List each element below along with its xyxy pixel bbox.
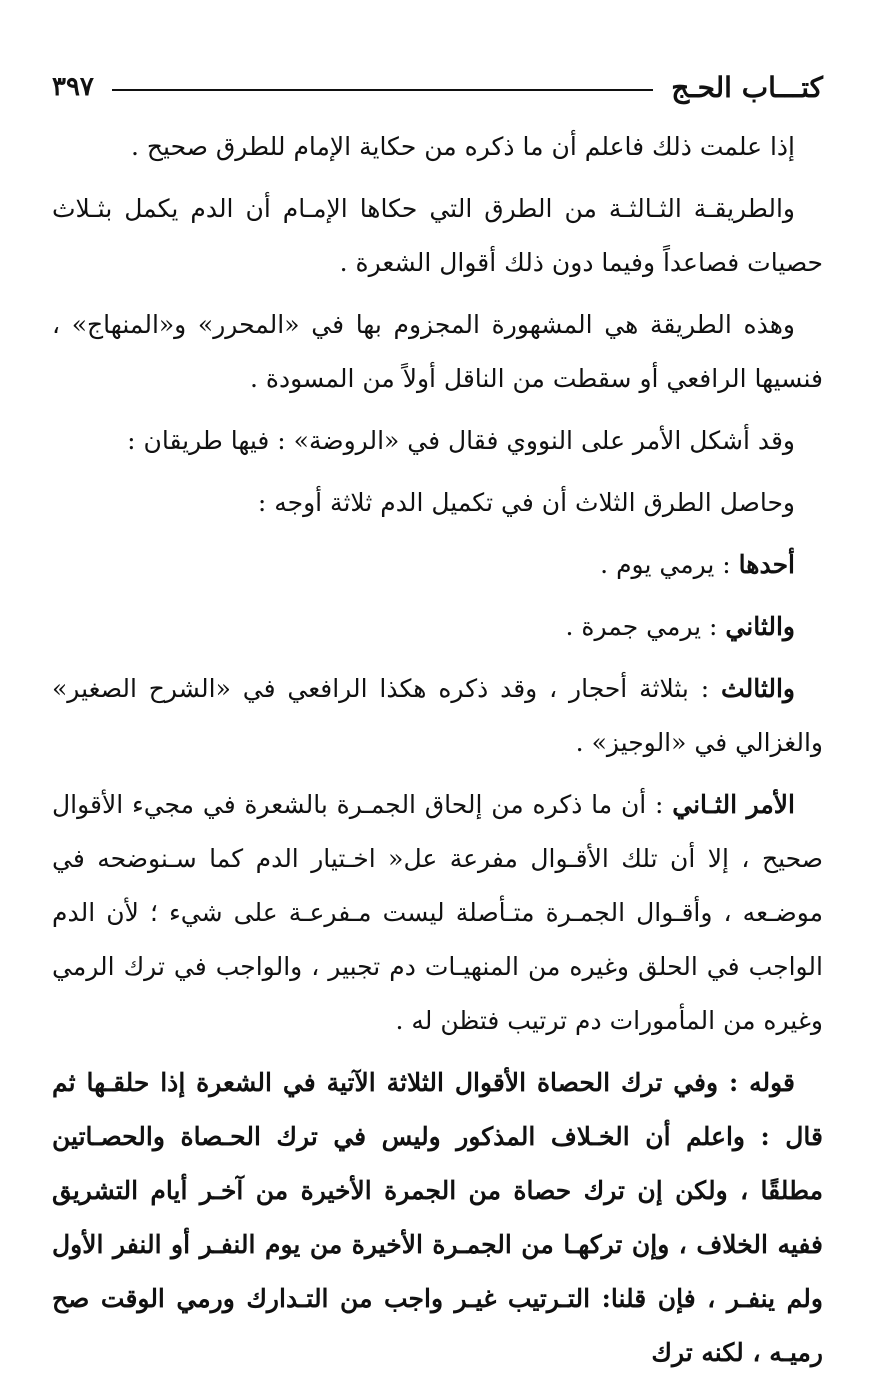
book-title: كتـــاب الحـج bbox=[671, 70, 823, 104]
page-header bbox=[52, 58, 823, 116]
page-number: ٣٩٧ bbox=[52, 72, 94, 102]
paragraph bbox=[52, 662, 823, 770]
header-rule bbox=[112, 89, 653, 91]
paragraph bbox=[52, 778, 823, 1048]
paragraph-text: إذا علمت ذلك فاعلم أن ما ذكره من حكاية الإمام للطرق صحيح . bbox=[131, 132, 795, 161]
paragraph-text: : أن ما ذكره من إلحاق الجمـرة بالشعرة في مجيء الأقوال صحيح ، إلا أن تلك الأقـوال مفرعة عل« اخـتيار الدم كما سـنوضحه في موضـعه ، وأقـوال الجمـرة متـأصلة ليست مـفرعـة على شيء ؛ لأن الدم الواجب في الحلق وغيره من المنهيـات دم تجبير ، والواجب في ترك الرمي وغيره من المأمورات دم ترتيب فتظن له . bbox=[52, 790, 823, 1035]
paragraph-lead: والثاني bbox=[725, 612, 795, 641]
paragraph bbox=[52, 600, 823, 654]
paragraph bbox=[52, 120, 823, 174]
paragraph-text: : يرمي يوم . bbox=[600, 550, 739, 579]
paragraph bbox=[52, 414, 823, 468]
paragraph bbox=[52, 476, 823, 530]
paragraph-text: : بثلاثة أحجار ، وقد ذكره هكذا الرافعي في «الشرح الصغير» والغزالي في «الوجيز» . bbox=[52, 674, 823, 757]
paragraph-text: وقد أشكل الأمر على النووي فقال في «الروضة» : فيها طريقان : bbox=[127, 426, 795, 455]
paragraph-lead: والثالث bbox=[721, 674, 795, 703]
paragraph-text: : يرمي جمرة . bbox=[565, 612, 726, 641]
paragraph bbox=[52, 182, 823, 290]
paragraph bbox=[52, 538, 823, 592]
quoted-passage: قوله : وفي ترك الحصاة الأقوال الثلاثة الآتية في الشعرة إذا حلقـها ثم قال : واعلم أن الخـلاف المذكور وليس في ترك الحـصاة والحصـاتين مطلقًا ، ولكن إن ترك حصاة من الجمرة الأخيرة من آخـر أيام التشريق ففيه الخلاف ، وإن تركهـا من الجمـرة الأخيرة من يوم النفـر أو النفر الأول ولم ينفـر ، فإن قلنا: التـرتيب غيـر واجب من التـدارك ورمي الوقت صح رميـه ، لكنه ترك bbox=[52, 1068, 823, 1367]
paragraph-lead: الأمر الثـاني bbox=[672, 790, 795, 819]
paragraph bbox=[52, 298, 823, 406]
paragraph-text: وحاصل الطرق الثلاث أن في تكميل الدم ثلاثة أوجه : bbox=[257, 488, 795, 517]
paragraph-text: والطريقـة الثـالثـة من الطرق التي حكاها الإمـام أن الدم يكمل بثـلاث حصيات فصاعداً وفيما دون ذلك أقوال الشعرة . bbox=[52, 194, 823, 277]
paragraph-lead: أحدها bbox=[738, 550, 795, 579]
page-body bbox=[52, 120, 823, 1380]
paragraph-text: وهذه الطريقة هي المشهورة المجزوم بها في «المحرر» و«المنهاج» ، فنسيها الرافعي أو سقطت من الناقل أولاً من المسودة . bbox=[52, 310, 823, 393]
